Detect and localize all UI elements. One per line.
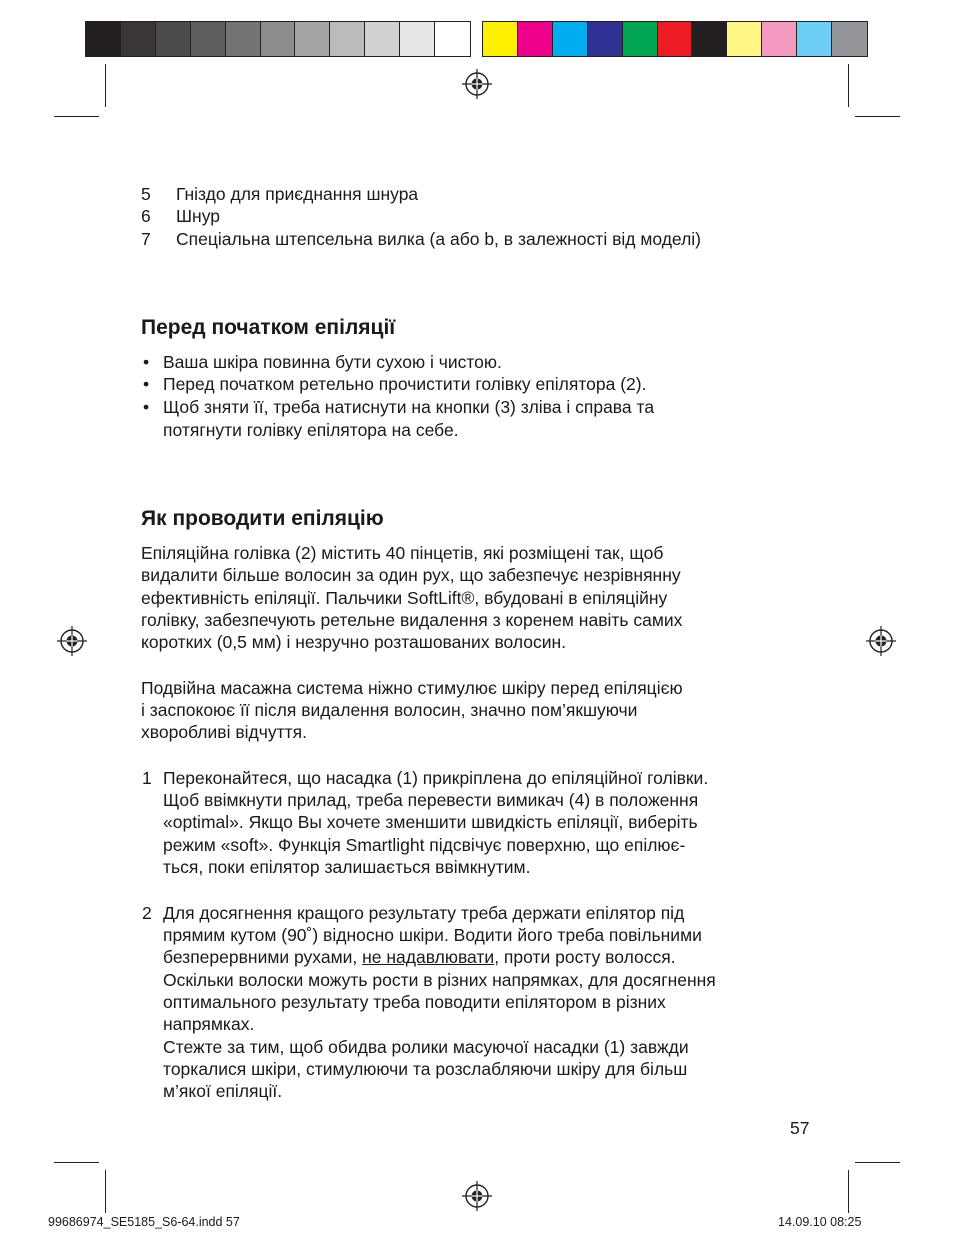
crop-mark-tl-v [105,64,106,107]
color-swatch [156,22,191,56]
process-color-bar [482,21,868,57]
bullet-text: Щоб зняти її, треба натиснути на кнопки (3) зліва і справа та [163,397,655,417]
paragraph-line: коротких (0,5 мм) і незручно розташованих волосин. [141,632,567,652]
paragraph-line: Епіляційна голівка (2) містить 40 пінцетів, які розміщені так, щоб [141,543,664,563]
step-line: «optimal». Якщо Вы хочете зменшити швидкість епіляції, виберіть [163,812,698,832]
step-line: Для досягнення кращого результату треба держати епілятор під [163,903,685,923]
grayscale-color-bar [85,21,471,57]
footer-date-time: 14.09.10 08:25 [778,1215,862,1229]
paragraph-line: голівку, забезпечують ретельне видалення з коренем навіть самих [141,610,683,630]
color-swatch [295,22,330,56]
color-swatch [518,22,553,56]
registration-mark-icon [462,69,492,99]
page-number: 57 [790,1118,810,1138]
paragraph-line: Подвійна масажна система ніжно стимулює шкіру перед епіляцією [141,678,683,698]
part-text: Спеціальна штепсельна вилка (a або b, в залежності від моделі) [176,229,701,249]
color-swatch [191,22,226,56]
bullet-icon: • [143,397,150,417]
color-swatch [400,22,435,56]
color-swatch [483,22,518,56]
part-text: Шнур [176,206,220,226]
section-heading: Перед початком епіляції [141,316,396,339]
color-swatch [727,22,762,56]
color-swatch [623,22,658,56]
part-number: 7 [141,229,151,249]
step-line: оптимального результату треба поводити епілятором в різних [163,992,666,1012]
step-line-part: безперервними рухами, [163,947,363,967]
color-swatch [692,22,727,56]
step-line-part: , проти росту волосся. [494,947,676,967]
paragraph-line: видалити більше волосин за один рух, що забезпечує незрівнянну [141,565,681,585]
step-line: Стежте за тим, щоб обидва ролики масуючої насадки (1) завжди [163,1037,689,1057]
underlined-emphasis: не надавлювати [362,947,495,967]
crop-mark-bl-v [105,1170,106,1213]
step-number: 2 [142,903,152,923]
crop-mark-tr-h [855,116,900,117]
step-line: напрямках. [163,1014,255,1034]
bullet-text: Перед початком ретельно прочистити голівку епілятора (2). [163,374,647,394]
color-swatch [121,22,156,56]
crop-mark-br-v [848,1170,849,1213]
color-swatch [797,22,832,56]
color-swatch [588,22,623,56]
step-line: Щоб ввімкнути прилад, треба перевести вимикач (4) в положення [163,790,699,810]
step-line: Оскільки волоски можуть рости в різних напрямках, для досягнення [163,970,716,990]
paragraph-line: ефективність епіляції. Пальчики SoftLift®, вбудовані в епіляційну [141,588,668,608]
crop-mark-br-h [855,1162,900,1163]
color-swatch [553,22,588,56]
color-swatch [261,22,296,56]
part-text: Гніздо для приєднання шнура [176,184,419,204]
color-swatch [658,22,693,56]
crop-mark-bl-h [54,1162,99,1163]
step-line: ться, поки епілятор залишається ввімкнутим. [163,857,531,877]
registration-mark-icon [57,626,87,656]
part-number: 5 [141,184,151,204]
footer-file-info: 99686974_SE5185_S6-64.indd 57 [48,1215,240,1229]
step-line: торкалися шкіри, стимулюючи та розслабляючи шкіру для більш [163,1059,688,1079]
color-swatch [832,22,867,56]
step-line: м’якої епіляції. [163,1081,283,1101]
color-swatch [762,22,797,56]
step-line [163,946,676,968]
paragraph-line: і заспокоює її після видалення волосин, значно пом’якшуючи [141,700,638,720]
step-line: режим «soft». Функція Smartlight підсвічує поверхню, що епілює- [163,835,686,855]
bullet-icon: • [143,352,150,372]
crop-mark-tl-h [54,116,99,117]
step-number: 1 [142,768,152,788]
section-heading: Як проводити епіляцію [141,507,384,530]
registration-mark-icon [866,626,896,656]
step-line: прямим кутом (90˚) відносно шкіри. Водити його треба повільними [163,925,702,945]
color-swatch [226,22,261,56]
crop-mark-tr-v [848,64,849,107]
bullet-text: потягнути голівку епілятора на себе. [163,420,459,440]
part-number: 6 [141,206,151,226]
bullet-text: Ваша шкіра повинна бути сухою і чистою. [163,352,502,372]
color-swatch [330,22,365,56]
color-swatch [86,22,121,56]
registration-mark-icon [462,1181,492,1211]
color-swatch [435,22,470,56]
bullet-icon: • [143,374,150,394]
color-swatch [365,22,400,56]
step-line: Переконайтеся, що насадка (1) прикріплена до епіляційної голівки. [163,768,709,788]
paragraph-line: хворобливі відчуття. [141,722,307,742]
